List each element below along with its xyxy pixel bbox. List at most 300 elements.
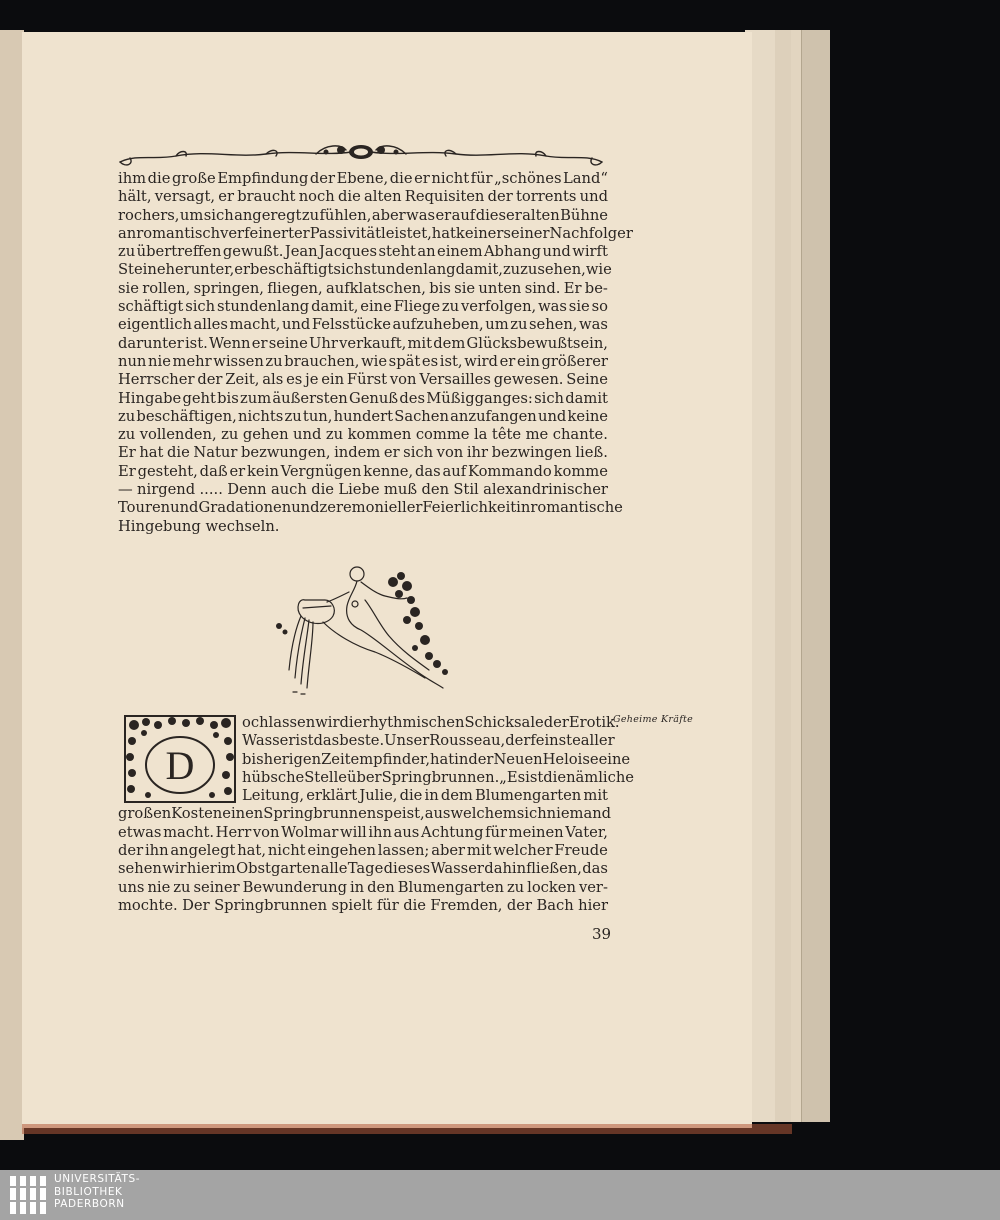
word: Springbrunnen	[214, 896, 328, 914]
left-page-edge	[0, 30, 24, 1140]
word: beste.	[339, 732, 385, 750]
text-line	[118, 408, 608, 426]
word: lassen	[268, 714, 316, 731]
word: Kosten	[171, 805, 223, 823]
word: einem	[437, 243, 483, 261]
word: er	[218, 188, 234, 206]
word: und	[281, 316, 311, 334]
word: Freude	[554, 842, 608, 860]
word: zu	[173, 878, 191, 896]
word: für	[485, 823, 508, 841]
word: alten	[364, 188, 402, 206]
word: Wasser	[430, 860, 484, 878]
word: verfolgen,	[460, 298, 537, 316]
word: la	[473, 426, 488, 444]
word: zu	[284, 407, 302, 425]
word: ein	[516, 352, 540, 370]
word: Seine	[566, 371, 608, 389]
word: aber	[431, 842, 466, 860]
word: .....	[199, 481, 223, 499]
word: ihn	[368, 823, 392, 841]
initial-letter: D	[165, 743, 195, 788]
word: sehen	[118, 860, 162, 878]
word: hier	[186, 860, 217, 878]
marginal-note: Geheime Kräfte	[613, 714, 694, 725]
text-line	[118, 732, 615, 750]
word: Zeitempfinder,	[321, 750, 431, 768]
word: alexandrinischer	[483, 481, 608, 499]
text-line	[118, 261, 612, 279]
word: und	[579, 188, 608, 206]
text-line	[118, 824, 608, 842]
word: romantische	[530, 499, 623, 517]
word: brauchen,	[284, 352, 360, 370]
word: je	[305, 371, 319, 389]
word: er	[229, 462, 246, 480]
word: sich	[403, 444, 434, 462]
word: zeremonieller	[319, 499, 423, 517]
text-line	[118, 316, 608, 334]
word: wird	[464, 352, 498, 370]
word: Liebe	[338, 481, 380, 499]
word: nirgend	[137, 481, 196, 499]
word: aufklatschen,	[325, 279, 426, 297]
word: was	[579, 316, 608, 334]
word: Er	[563, 279, 582, 297]
word: be-	[584, 279, 608, 297]
word: rollen,	[142, 279, 191, 297]
word: zu	[221, 426, 239, 444]
word: spielt	[331, 896, 373, 914]
word: wir	[315, 714, 340, 731]
word: fühlen,	[319, 206, 372, 224]
word: eine	[598, 750, 631, 768]
word: im	[217, 860, 236, 878]
word: zum	[240, 389, 272, 407]
word: auf	[451, 206, 476, 224]
text-line	[118, 353, 608, 371]
word: macht.	[163, 823, 215, 841]
word: um	[485, 316, 509, 334]
word: aus	[424, 805, 451, 823]
word: gehen	[242, 426, 289, 444]
word: die	[311, 481, 334, 499]
word: nicht	[431, 170, 470, 187]
word: aller	[580, 732, 615, 750]
word: alten	[522, 206, 560, 224]
word: me	[525, 426, 549, 444]
word: großen	[118, 805, 172, 823]
library-footer-bar	[0, 1170, 1000, 1220]
word: Stil	[453, 481, 479, 499]
word: kenne,	[363, 462, 414, 480]
word: sich	[534, 389, 564, 407]
word: die	[403, 896, 426, 914]
word: welcher	[493, 842, 553, 860]
word: in	[349, 878, 365, 896]
text-line	[118, 499, 623, 517]
word: hat,	[237, 842, 266, 860]
word: Fremden,	[430, 896, 503, 914]
text-line	[118, 750, 631, 769]
word: Springbrunnen.	[381, 768, 500, 786]
word: zu	[118, 407, 136, 425]
text-line	[118, 805, 612, 823]
word: von	[436, 444, 464, 462]
text-line	[118, 298, 608, 316]
word: welchem	[450, 805, 517, 823]
word: wir	[162, 860, 187, 878]
text-line	[118, 879, 608, 897]
text-line	[118, 768, 634, 787]
text-line	[118, 842, 608, 860]
word: von	[389, 371, 417, 389]
word: die	[337, 188, 361, 206]
word: muß	[383, 481, 418, 499]
word: ließ.	[575, 444, 608, 462]
word: die	[147, 170, 171, 187]
nymph-fountain-illustration-icon	[265, 560, 465, 700]
word: zu	[265, 352, 283, 370]
word: nichts	[237, 407, 284, 425]
word: und	[542, 243, 571, 261]
word: wie	[585, 261, 612, 279]
word: gewußt.	[222, 243, 284, 261]
word: herunter,	[165, 261, 235, 279]
text-line	[118, 170, 608, 188]
word: einen	[222, 805, 264, 823]
word: Genuß	[348, 389, 399, 407]
word: Felsstücke	[311, 316, 391, 334]
word: die	[399, 787, 423, 805]
word: und	[291, 499, 320, 517]
word: sie	[118, 279, 139, 297]
paragraph-1	[118, 170, 633, 536]
word: angeregt	[234, 206, 302, 224]
word: ist	[295, 732, 314, 750]
word: Herr	[215, 823, 252, 841]
text-line	[118, 463, 608, 481]
word: Erotik.	[568, 714, 620, 731]
word: bis	[429, 279, 451, 297]
word: keine	[567, 407, 608, 425]
word: Vater,	[565, 823, 608, 841]
word: bisherigen	[242, 750, 322, 768]
ornament-headpiece-icon	[116, 138, 606, 170]
word: nicht	[267, 842, 306, 860]
word: zu	[301, 206, 320, 224]
library-name-line-2: BIBLIOTHEK	[54, 1185, 123, 1198]
word: ist.	[184, 334, 208, 352]
word: noch	[298, 188, 335, 206]
word: torrents	[516, 188, 577, 206]
word: keiner	[455, 224, 504, 242]
word: sich	[333, 261, 364, 279]
word: den	[367, 878, 395, 896]
word: tête	[491, 426, 522, 444]
word: aufzuheben,	[392, 316, 484, 334]
text-line	[118, 371, 608, 389]
word: Fürst	[346, 371, 388, 389]
word: unten	[478, 279, 522, 297]
word: er	[383, 444, 400, 462]
word: ist	[525, 768, 544, 786]
word: dieses	[383, 860, 431, 878]
word: der	[543, 714, 569, 731]
word: das	[582, 860, 608, 878]
word: Neuen	[493, 750, 543, 768]
word: „schönes	[494, 170, 562, 187]
word: Stelle	[304, 768, 347, 786]
word: dahinfließen,	[484, 860, 582, 878]
text-line	[118, 280, 608, 298]
word: Tage	[347, 860, 384, 878]
word: romantisch	[136, 224, 221, 242]
word: der	[118, 842, 144, 860]
text-line	[118, 390, 608, 408]
word: auch	[270, 481, 307, 499]
word: ihm	[118, 170, 147, 187]
word: hundert	[333, 407, 394, 425]
word: Müßigganges:	[426, 389, 533, 407]
word: der	[197, 371, 223, 389]
word: die	[389, 170, 413, 187]
word: —	[118, 481, 133, 499]
word: vollenden,	[139, 426, 217, 444]
word: als	[262, 371, 284, 389]
word: gewesen.	[493, 371, 564, 389]
text-line	[118, 714, 620, 732]
word: Passivität	[309, 224, 381, 242]
word: kommen	[347, 426, 412, 444]
word: Herrscher	[118, 371, 195, 389]
word: alles	[193, 316, 228, 334]
text-line-content: Hingebung wechseln.	[118, 517, 280, 535]
word: darunter	[118, 334, 184, 352]
text-line	[118, 224, 633, 243]
word: und	[293, 426, 322, 444]
word: Steine	[118, 261, 166, 279]
word: den	[421, 481, 450, 499]
word: stundenlang	[363, 261, 456, 279]
word: für	[376, 896, 399, 914]
word: der	[506, 896, 533, 914]
word: Schicksale	[464, 714, 544, 731]
word: will	[340, 823, 367, 841]
word: komme	[553, 462, 608, 480]
word: Bühne	[560, 206, 608, 224]
word: springen,	[193, 279, 264, 297]
word: Obstgarten	[236, 860, 321, 878]
word: steht	[378, 243, 416, 261]
word: ihr	[466, 444, 489, 462]
library-name	[54, 1173, 140, 1211]
word: Er	[118, 462, 136, 480]
page-bottom-edge	[22, 1124, 792, 1134]
word: verkauft,	[339, 334, 407, 352]
word: nie	[148, 352, 171, 370]
word: das	[313, 732, 340, 750]
word: braucht	[237, 188, 296, 206]
word: bezwingen	[491, 444, 572, 462]
word: der	[487, 188, 513, 206]
word: von	[252, 823, 280, 841]
text-line	[118, 860, 608, 878]
word: hält,	[118, 188, 152, 206]
word: damit,	[455, 261, 503, 279]
word: ver-	[578, 878, 608, 896]
word: übertreffen	[136, 243, 222, 261]
word: Natur	[193, 444, 238, 462]
word: zu	[506, 878, 525, 896]
word: rochers,	[118, 206, 180, 224]
page-stack-edge	[745, 30, 830, 1122]
word: fliegen,	[267, 279, 323, 297]
word: die	[167, 444, 190, 462]
word: ein	[321, 371, 345, 389]
word: Jean	[284, 243, 318, 261]
word: Empfindung	[217, 170, 309, 187]
word: feinste	[530, 732, 581, 750]
word: es	[286, 371, 303, 389]
word: er	[251, 334, 268, 352]
word: eine	[360, 298, 392, 316]
word: Wolmar	[281, 823, 339, 841]
word: wirft	[572, 243, 608, 261]
word: wie	[361, 352, 388, 370]
word: Glücksbewußtsein,	[466, 334, 608, 352]
word: Springbrunnen	[263, 805, 377, 823]
word: zu	[325, 426, 344, 444]
word: über	[347, 768, 382, 786]
word: größerer	[541, 352, 608, 370]
word: damit,	[311, 298, 359, 316]
word: nie	[147, 878, 171, 896]
word: sich	[203, 206, 234, 224]
word: nun	[118, 352, 147, 370]
word: Blumengarten	[475, 787, 582, 805]
word: in	[516, 499, 531, 517]
word: Rousseau,	[429, 732, 506, 750]
word: sind.	[524, 279, 561, 297]
word: Wasser	[242, 732, 296, 750]
word: hat	[431, 224, 456, 242]
word: anzufangen	[450, 407, 537, 425]
library-name-line-1: UNIVERSITÄTS-	[54, 1173, 141, 1185]
word: Der	[182, 896, 210, 914]
word: Abhang	[483, 243, 542, 261]
word: mit	[583, 787, 608, 805]
word: Uhr	[309, 334, 338, 352]
word: der	[468, 750, 494, 768]
word: zu	[118, 243, 136, 261]
text-line	[118, 188, 608, 206]
word: hat	[139, 444, 164, 462]
word: so	[591, 298, 608, 316]
word: wissen	[213, 352, 264, 370]
word: der	[309, 170, 336, 187]
word: dem	[433, 334, 466, 352]
word: in	[424, 787, 439, 805]
word: eigentlich	[118, 316, 192, 334]
word: ist,	[439, 352, 463, 370]
word: aus	[393, 823, 420, 841]
paragraph-2	[118, 714, 634, 915]
word: och	[242, 714, 269, 731]
library-name-line-3: PADERBORN	[54, 1198, 125, 1210]
text-line	[118, 518, 608, 536]
word: Land“	[563, 170, 608, 187]
word: Nachfolger	[549, 224, 633, 242]
word: beschäftigt	[250, 261, 334, 279]
word: das	[415, 462, 441, 480]
word: sich	[185, 298, 216, 316]
word: der	[505, 732, 531, 750]
word: Achtung	[420, 823, 484, 841]
word: bezwungen,	[240, 444, 331, 462]
word: eingehen	[307, 842, 376, 860]
word: niemand	[546, 805, 612, 823]
word: meinen	[508, 823, 564, 841]
word: nämliche	[566, 768, 634, 786]
word: in	[454, 750, 469, 768]
word: Fliege	[393, 298, 441, 316]
word: die	[543, 768, 567, 786]
text-line	[118, 207, 608, 225]
word: Requisiten	[404, 188, 485, 206]
word: „Es	[499, 768, 526, 786]
word: beschäftigen,	[136, 407, 237, 425]
word: sie	[568, 298, 590, 316]
word: macht,	[229, 316, 281, 334]
word: Leitung,	[242, 787, 305, 805]
word: er	[435, 206, 452, 224]
word: für	[470, 170, 493, 187]
word: mehr	[172, 352, 212, 370]
text-line	[118, 897, 608, 915]
word: geht	[182, 389, 216, 407]
word: zuzusehen,	[502, 261, 586, 279]
word: Heloise	[542, 750, 599, 768]
page-number: 39	[592, 925, 612, 943]
word: locken	[527, 878, 576, 896]
word: Blumengarten	[397, 878, 504, 896]
word: schäftigt	[118, 298, 184, 316]
word: hat	[430, 750, 455, 768]
word: damit	[565, 389, 608, 407]
word: Unser	[384, 732, 430, 750]
word: speist,	[376, 805, 425, 823]
text-line	[118, 787, 608, 805]
word: bis	[217, 389, 239, 407]
word: dem	[440, 787, 473, 805]
word: des	[399, 389, 425, 407]
word: gesteht,	[137, 462, 198, 480]
word: tun,	[302, 407, 333, 425]
word: äußersten	[272, 389, 348, 407]
word: angelegt	[170, 842, 236, 860]
word: die	[339, 714, 363, 731]
word: Wenn	[209, 334, 251, 352]
library-logo-icon	[8, 1174, 48, 1216]
word: auf	[442, 462, 467, 480]
word: große	[171, 170, 216, 187]
word: Hingabe	[118, 389, 182, 407]
word: Feierlichkeit	[422, 499, 517, 517]
word: versagt,	[154, 188, 216, 206]
word: Gradationen	[198, 499, 292, 517]
word: aber	[371, 206, 406, 224]
